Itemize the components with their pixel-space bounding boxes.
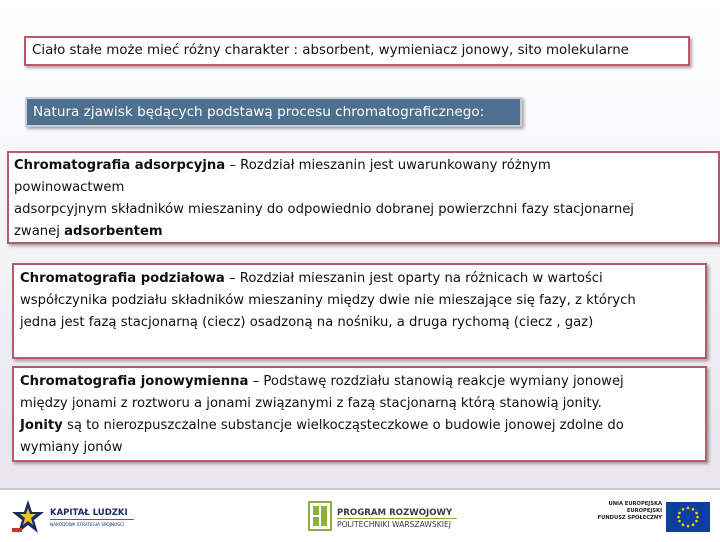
adsorption-line-1 — [14, 155, 713, 177]
statement-box — [24, 36, 690, 66]
partition-chromatography-box — [12, 263, 707, 359]
star-icon — [10, 498, 46, 536]
statement-text: Ciało stałe może mieć różny charakter : absorbent, wymieniacz jonowy, sito molekularne — [32, 43, 629, 58]
program-divider — [337, 518, 457, 519]
eu-line-3: FUNDUSZ SPOŁECZNY — [597, 515, 662, 521]
adsorbent-term: adsorbentem — [64, 224, 163, 239]
adsorption-text-4: zwanej — [14, 224, 65, 239]
adsorption-chromatography-box — [7, 151, 720, 244]
eu-logo — [592, 498, 714, 538]
kapital-ludzki-title: KAPITAŁ LUDZKI — [50, 508, 128, 518]
partition-line-2: współczynika podziału składników mieszaniny między dwie nie mieszające się fazy, z których — [20, 293, 636, 308]
partition-line-3: jedna jest fazą stacjonarną (ciecz) osadzoną na nośniku, a druga rychomą (ciecz , gaz) — [20, 315, 594, 330]
ion-exchange-line-4: wymiany jonów — [20, 440, 123, 455]
ion-exchange-text-1: – Podstawę rozdziału stanowią reakcje wymiany jonowej — [248, 374, 624, 389]
eu-line-2: EUROPEJSKI — [626, 508, 662, 514]
ion-exchange-text-3: są to nierozpuszczalne substancje wielkocząsteczkowe o budowie jonowej zdolne do — [62, 418, 624, 433]
eu-flag-icon — [666, 502, 710, 532]
kapital-ludzki-logo — [10, 496, 135, 538]
section-heading-text: Natura zjawisk będących podstawą procesu chromatograficznego: — [33, 104, 485, 120]
pw-logo-icon — [308, 501, 332, 531]
ion-exchange-chromatography-box — [12, 366, 707, 462]
section-heading — [25, 97, 522, 127]
kapital-ludzki-subtitle: NARODOWA STRATEGIA SPÓJNOŚCI — [50, 522, 125, 527]
adsorption-line-3: adsorpcyjnym składników mieszaniny do odpowiednio dobranej powierzchni fazy stacjonarnej — [14, 202, 634, 217]
partition-term: Chromatografia podziałowa — [20, 271, 225, 286]
ion-exchange-line-1 — [20, 371, 699, 393]
adsorption-text-1: – Rozdział mieszanin jest uwarunkowany różnym — [225, 158, 551, 173]
eu-line-1: UNIA EUROPEJSKA — [608, 501, 662, 507]
program-line-2: POLITECHNIKI WARSZAWSKIEJ — [337, 520, 451, 529]
partition-text-1: – Rozdział mieszanin jest oparty na różnicach w wartości — [224, 271, 603, 286]
adsorption-line-4 — [14, 221, 713, 243]
ion-exchange-line-2: między jonami z roztworu a jonami związanymi z fazą stacjonarną którą stanowią jonity. — [20, 396, 602, 411]
footer-logos — [0, 488, 720, 542]
ion-exchange-line-3 — [20, 415, 699, 437]
program-rozwojowy-logo — [308, 501, 458, 539]
adsorption-term: Chromatografia adsorpcyjna — [14, 158, 226, 173]
eu-text — [592, 501, 662, 522]
adsorption-line-2: powinowactwem — [14, 180, 125, 195]
partition-line-1 — [20, 268, 699, 290]
program-line-1: PROGRAM ROZWOJOWY — [337, 508, 453, 518]
ion-exchange-term: Chromatografia jonowymienna — [20, 374, 249, 389]
kapital-ludzki-divider — [50, 519, 134, 520]
ion-exchangers-term: Jonity — [20, 418, 63, 433]
